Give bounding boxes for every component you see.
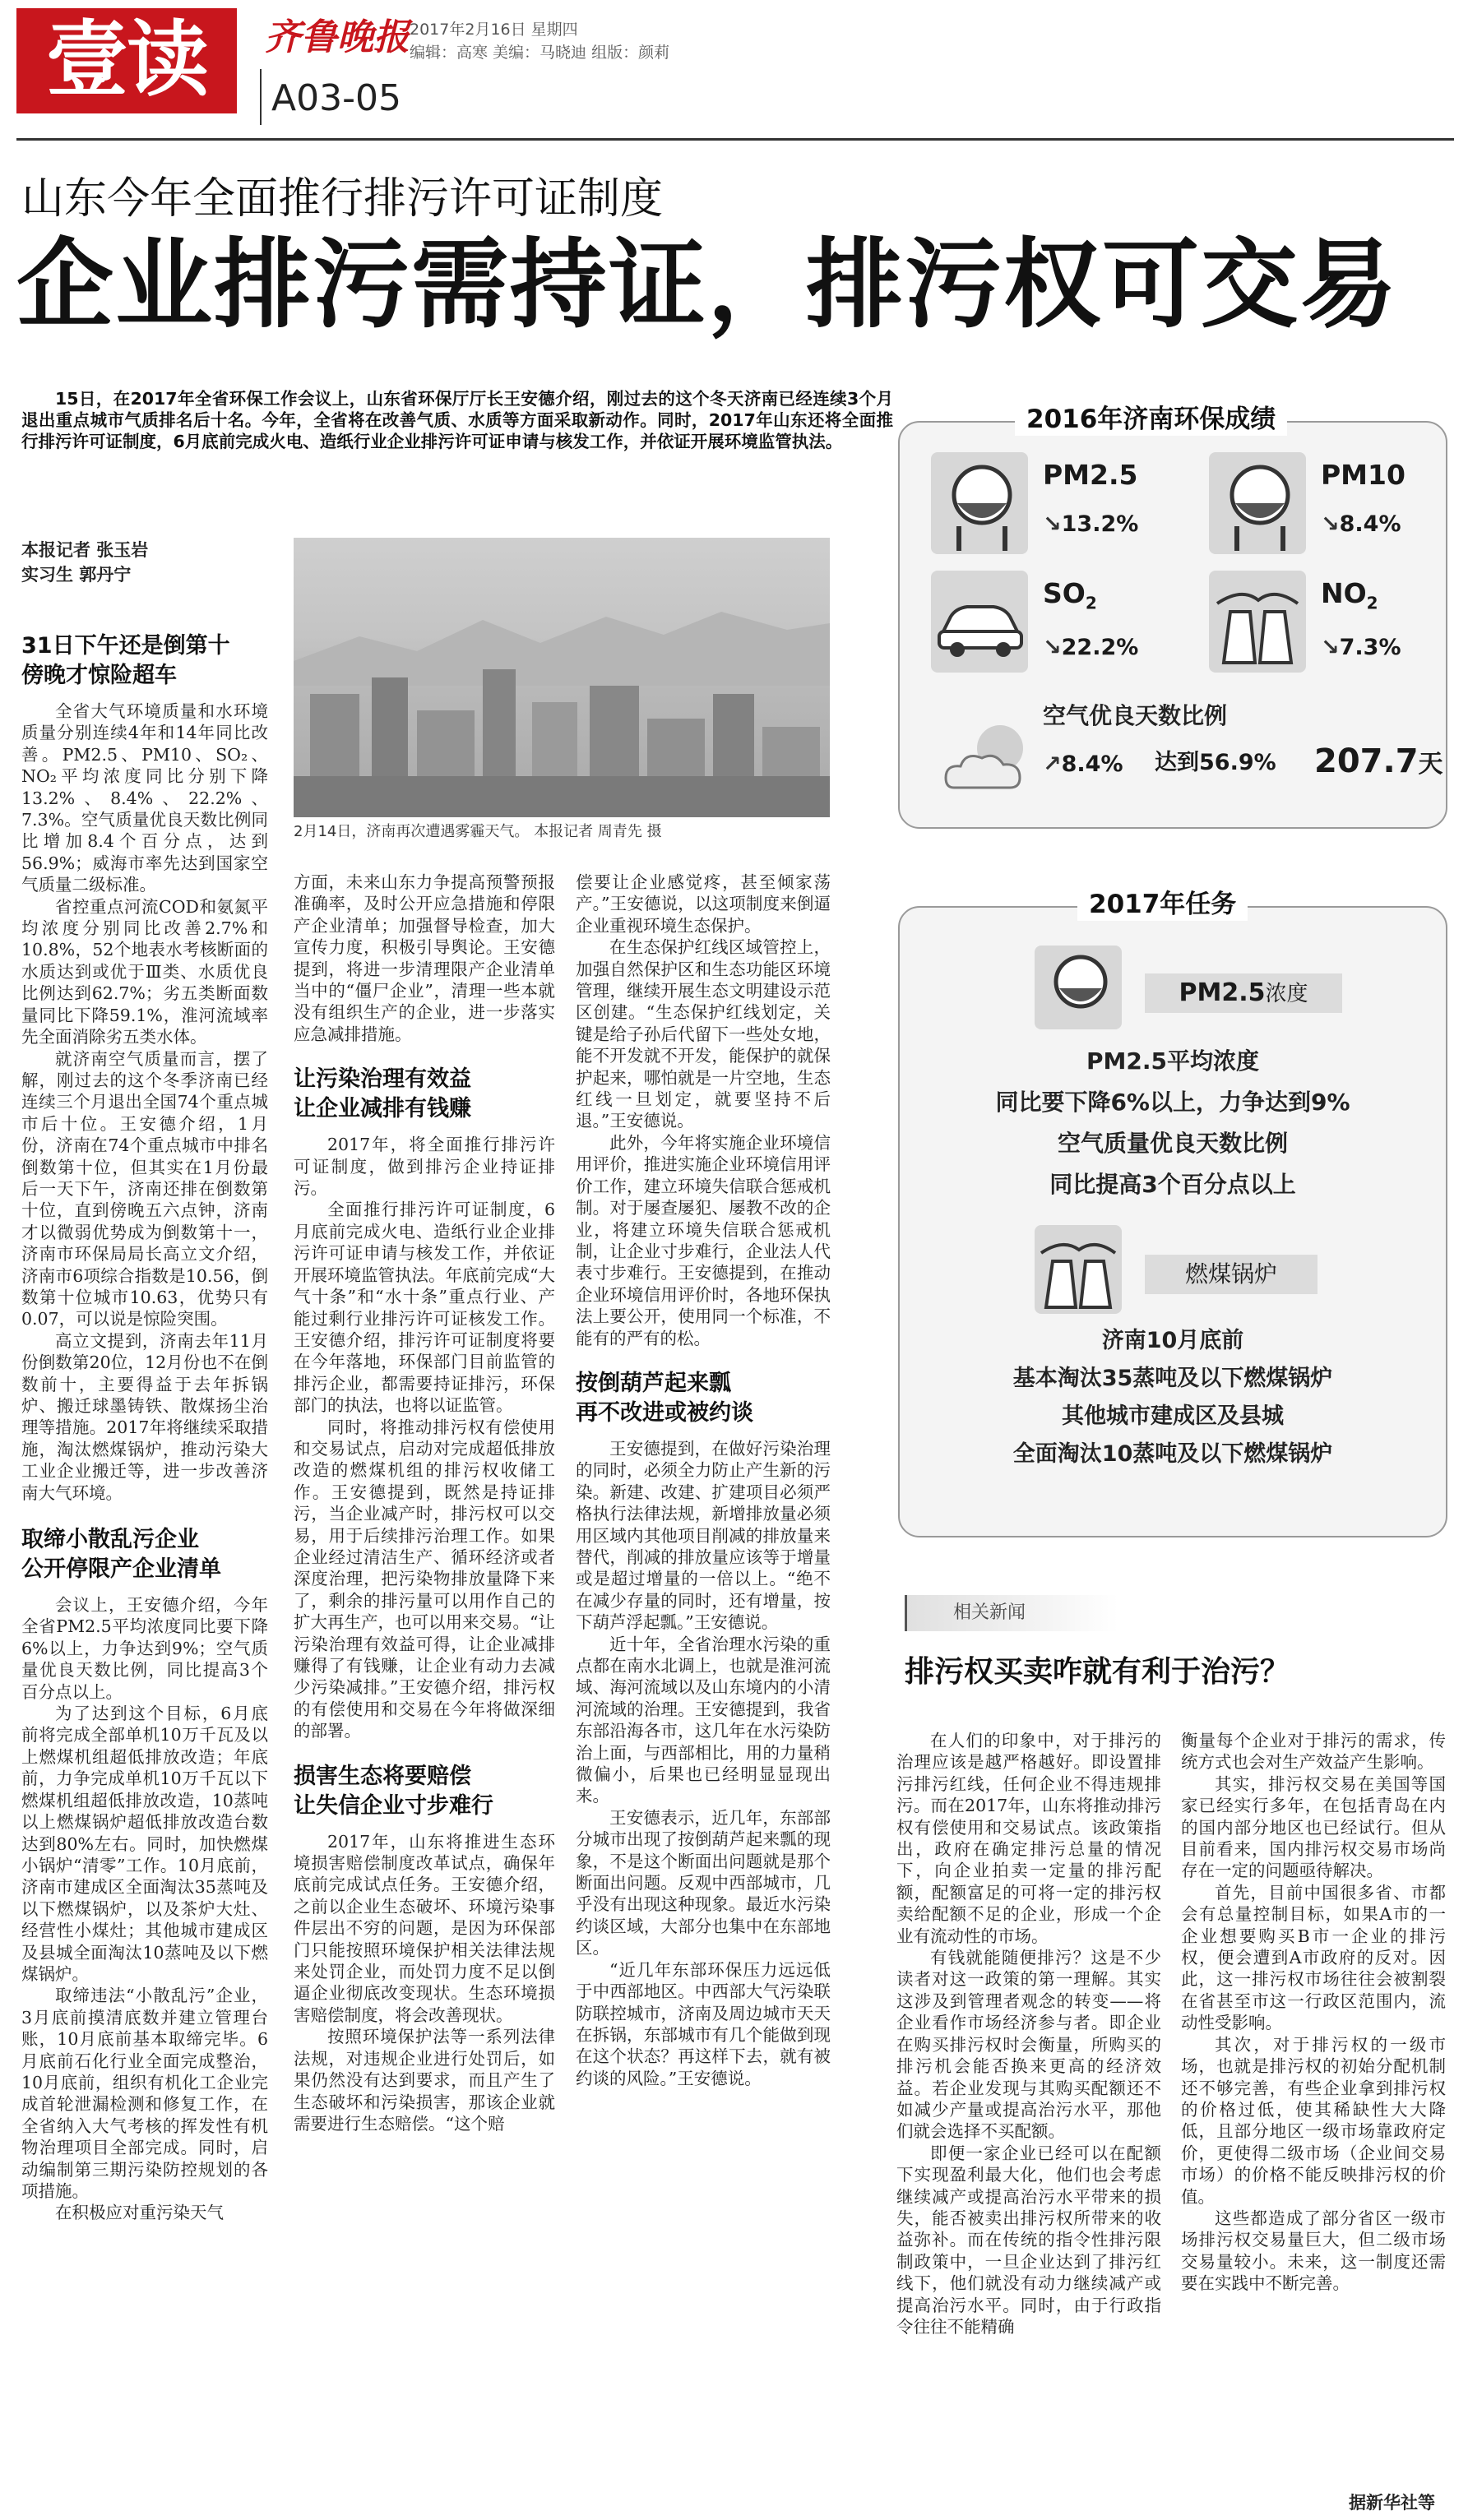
newspaper-name: 齐鲁晚报 (265, 16, 410, 58)
down-arrow-icon: ↘ (1043, 635, 1062, 660)
paragraph: 全面推行排污许可证制度，6月底前完成火电、造纸行业企业排污许可证申请与核发工作，并依证开展环境监管执法。年底前完成“大气十条”和“水十条”重点行业、产能过剩行业排污许可证核发工作。王安德介绍，排污许可证制度将要在今年落地，环保部门目前监管的排污企业，都需要持证排污，环保部门的执法，也将以证监管。 (294, 1200, 555, 1416)
article-column-3 (576, 872, 831, 2516)
mask-icon-box (931, 452, 1028, 554)
masthead-rule (16, 138, 1454, 141)
down-arrow-icon: ↘ (1321, 511, 1340, 537)
air-quality-reach (1155, 748, 1276, 778)
paragraph: 在人们的印象中，对于排污的治理应该是越严格越好。即设置排污排污红线，任何企业不得违规排污。而在2017年，山东将推动排污权有偿使用和交易试点。该政策指出，政府在确定排污总量的情况下，向企业拍卖一定量的排污配额，配额富足的可将一定的排污权卖给配额不足的企业，形成一个企业有流动性的市场。 (896, 1731, 1161, 1946)
down-arrow-icon: ↘ (1321, 635, 1340, 660)
car-icon-box (931, 571, 1028, 673)
sun-cloud-icon (938, 712, 1036, 802)
subhead-2: 取缔小散乱污企业 公开停限产企业清单 (21, 1527, 221, 1583)
reach-label: 达到 (1155, 750, 1199, 775)
lead-paragraph (21, 388, 893, 452)
related-news-tag (905, 1595, 1118, 1631)
task-line: 同比提高3个百分点以上 (1049, 1171, 1296, 1198)
pm-badge-suffix: 浓度 (1265, 982, 1308, 1006)
paragraph: 这些都造成了部分省区一级市场排污权交易量巨大，但二级市场交易量较小。未来，这一制度还需要在实践中不断完善。 (1181, 2208, 1446, 2294)
mask-icon-box (1035, 946, 1122, 1029)
headline-main: 企业排污需持证，排污权可交易 (16, 228, 1399, 341)
related-news-title: 排污权买卖咋就有利于治污？ (905, 1655, 1290, 1689)
paragraph: 近十年，全省治理水污染的重点都在南水北调上，也就是淮河流域、海河流域以及山东境内的小清河流域的治理。王安德提到，我省东部沿海各市，这几年在水污染防治上面，与西部相比，用的力量稍微偏小，后果也已经明显显现出来。 (576, 1634, 831, 1806)
section-title: 壹读 (46, 12, 207, 108)
paragraph: 此外，今年将实施企业环境信用评价，推进实施企业环境信用评价工作，建立环境失信联合惩戒机制。对于屡查屡犯、屡教不改的企业，将建立环境失信联合惩戒机制，让企业寸步难行，企业法人代表寸步难行。王安德提到，在推动企业环境信用评价时，各地环保执法上要公开，使用同一个标准，不能有的严有的松。 (576, 1132, 831, 1348)
lead-text: 15日，在2017年全省环保工作会议上，山东省环保厅厅长王安德介绍，刚过去的这个冬天济南已经连续3个月退出重点城市气质排名后十名。今年，全省将在改善气质、水质等方面采取新动作。同时，2017年山东还将全面推行排污许可证制度，6月底前完成火电、造纸行业企业排污许可证申请与核发工作，并依证开展环境监管执法。 (21, 389, 893, 451)
no2-label (1321, 577, 1378, 613)
no2-sub: 2 (1366, 593, 1378, 613)
so2-sub: 2 (1085, 593, 1097, 613)
smog-photo (294, 538, 830, 817)
paragraph: 2017年，山东将推进生态环境损害赔偿制度改革试点，确保年底前完成试点任务。王安德介绍，之前以企业生态破坏、环境污染事件层出不穷的问题，是因为环保部门只能按照环境保护相关法律法规来处罚企业，而处罚力度不足以倒逼企业彻底改变现状。生态环境损害赔偿制度，将会改善现状。 (294, 1831, 555, 2025)
paragraph: 王安德提到，在做好污染治理的同时，必须全力防止产生新的污染。新建、改建、扩建项目必须严格执行法律法规，新增排放量必须用区域内其他项目削减的排放量来替代，削减的排放量应该等于增量或是超过增量的一倍以上。“绝不在减少存量的同时，还有增量，按下葫芦浮起瓢。”王安德说。 (576, 1438, 831, 1633)
byline-reporter: 本报记者 张玉岩 (21, 540, 149, 560)
pm25-task-text (908, 1041, 1438, 1205)
article-column-2 (294, 872, 555, 2516)
paragraph: 有钱就能随便排污？这是不少读者对这一政策的第一理解。其实这涉及到管理者观念的转变——将企业看作市场经济参与者。即企业在购买排污权时会衡量，所购买的排污机会能否换来更高的经济效益。若企业发现与其购买配额还不如减少产量或提高治污水平，那他们就会选择不买配额。 (896, 1948, 1161, 2142)
paragraph: 在生态保护红线区域管控上，加强自然保护区和生态功能区环境管理，继续开展生态文明建设示范区创建。“生态保护红线划定，关键是给子孙后代留下一些处女地，能不开发就不开发，能保护的就保护起来，哪怕就是一片空地，生态红线一旦划定，就要坚持不后退。”王安德说。 (576, 937, 831, 1131)
factory-icon-box (1035, 1225, 1122, 1314)
pm25-task-badge (1145, 973, 1342, 1013)
paragraph: 在积极应对重污染天气 (55, 2203, 224, 2223)
days-unit: 天 (1418, 750, 1443, 779)
paragraph: 方面，未来山东力争提高预警预报准确率，及时公开应急措施和停限产企业清单；加强督导检查，加大宣传力度，积极引导舆论。王安德提到，将进一步清理限产企业清单当中的“僵尸企业”，清理一些本就没有组织生产的企业，进一步落实应急减排措施。 (294, 872, 555, 1044)
paragraph: 就济南空气质量而言，摆了解，刚过去的这个冬季济南已经连续三个月退出全国74个重点城市后十位。王安德介绍，1月份，济南在74个重点城市中排名倒数第十位，但其实在1月份最后一天下午，济南还排在倒数第十位，直到傍晚五六点钟，济南才以微弱优势成为倒数第十一，济南市环保局局长高立文介绍，济南市6项综合指数是10.56，倒数第十位城市10.63，优势只有0.07，可以说是惊险突围。 (21, 1048, 268, 1329)
so2-label-text: SO (1043, 577, 1086, 609)
factory-icon-box (1209, 571, 1306, 673)
pm25-label: PM2.5 (1043, 459, 1138, 491)
days-value: 207.7 (1314, 742, 1419, 780)
paragraph: 其次，对于排污权的一级市场，也就是排污权的初始分配机制还不够完善，有些企业拿到排污权的价格过低，使其稀缺性大大降低，且部分地区一级市场靠政府定价，更使得二级市场（企业间交易市场）的价格不能反映排污权的价值。 (1181, 2034, 1446, 2207)
task-line: PM2.5平均浓度 (1086, 1047, 1259, 1075)
masked-face-icon (1035, 946, 1122, 1029)
no2-value (1321, 635, 1401, 660)
cooling-tower-icon (1209, 571, 1306, 673)
paragraph: 取缔违法“小散乱污”企业，3月底前摸清底数并建立管理台账，10月底前基本取缔完毕。6月底前石化行业全面完成整治，10月底前，组织有机化工企业完成首轮泄漏检测和修复工作，在全省纳入大气考核的挥发性有机物治理项目全部完成。同时，启动编制第三期污染防控规划的各项措施。 (21, 1986, 268, 2201)
so2-label (1043, 577, 1097, 613)
air-quality-label: 空气优良天数比例 (1043, 702, 1228, 729)
cooling-tower-icon (1035, 1225, 1122, 1314)
paragraph: 为了达到这个目标，6月底前将完成全部单机10万千瓦及以上燃煤机组超低排放改造；年底前，力争完成单机10万千瓦以下燃煤机组超低排放改造，10蒸吨以上燃煤锅炉超低排放改造台数达到80%左右。同时，加快燃煤小锅炉“清零”工作。10月底前，济南市建成区全面淘汰35蒸吨及以下燃煤锅炉，以及茶炉大灶、经营性小煤灶；其他城市建成区及县城全面淘汰10蒸吨及以下燃煤锅炉。 (21, 1704, 268, 1984)
boiler-task-text (908, 1322, 1438, 1473)
paragraph: “近几年东部环保压力远远低于中西部地区。中西部大气污染联防联控城市，济南及周边城市天天在拆锅，东部城市有几个能做到现在这个状态？再这样下去，就有被约谈的风险。”王安德说。 (576, 1959, 831, 2088)
paragraph: 按照环境保护法等一系列法律法规，对违规企业进行处罚后，如果仍然没有达到要求，而且产生了生态破坏和污染损害，那该企业就需要进行生态赔偿。“这个赔 (294, 2027, 555, 2134)
subhead-4: 损害生态将要赔偿 让失信企业寸步难行 (294, 1763, 493, 1819)
paragraph: 会议上，王安德介绍，今年全省PM2.5平均浓度同比要下降6%以上，力争达到9%；空气质量优良天数比例，同比提高3个百分点以上。 (21, 1595, 268, 1702)
task-line: 全面淘汰10蒸吨及以下燃煤锅炉 (1012, 1441, 1333, 1467)
byline-intern: 实习生 郭丹宁 (21, 565, 132, 585)
subhead-5: 按倒葫芦起来瓢 再不改进或被约谈 (576, 1370, 753, 1426)
masked-face-icon (931, 452, 1028, 554)
task-line: 同比要下降6%以上，力争达到9% (995, 1089, 1350, 1116)
pm10-label: PM10 (1321, 459, 1405, 491)
paragraph: 首先，目前中国很多省、市都会有总量控制目标，如果A市的一企业想要购买B市一企业的排污权，便会遭到A市政府的反对。因此，这一排污权市场往往会被割裂在省甚至市这一行政区范围内，流动性受影响。 (1181, 1882, 1446, 2033)
no2-value-text: 7.3% (1339, 635, 1401, 660)
paragraph: 其实，排污权交易在美国等国家已经实行多年，在包括青岛在内的国内部分地区也已经试行。但从目前看来，国内排污权交易市场尚存在一定的问题亟待解决。 (1181, 1773, 1446, 1881)
reach-value: 56.9% (1199, 750, 1276, 775)
pm10-value (1321, 511, 1401, 537)
related-column-left (896, 1730, 1161, 2511)
subhead-1: 31日下午还是倒第十 傍晚才惊险超车 (21, 633, 230, 688)
smog-cityscape (294, 538, 830, 817)
air-increase-text: 8.4% (1061, 751, 1123, 777)
photo-caption: 2月14日，济南再次遭遇雾霾天气。 本报记者 周青先 摄 (294, 823, 662, 840)
paragraph: 衡量每个企业对于排污的需求，传统方式也会对生产效益产生影响。 (1181, 1731, 1446, 1773)
pm25-value (1043, 511, 1138, 537)
article-column-1 (21, 625, 268, 2516)
paragraph: 即便一家企业已经可以在配额下实现盈利最大化，他们也会考虑继续减产或提高治污水平带来的损失，能否被卖出排污权所带来的收益弥补。而在传统的指令性排污限制政策中，一旦企业达到了排污红线下，他们就没有动力继续减产或提高治污水平。同时，由于行政指令往往不能精确 (896, 2143, 1161, 2337)
stats-title: 2016年济南环保成绩 (1015, 403, 1287, 436)
mask-icon-box (1209, 452, 1306, 554)
editors-line: 编辑：高寒 美编：马晓迪 组版：颜莉 (410, 44, 670, 62)
task-line: 其他城市建成区及县城 (1062, 1403, 1284, 1429)
pm-badge-text: PM2.5 (1179, 978, 1266, 1007)
issue-date: 2017年2月16日 星期四 (410, 21, 578, 39)
boiler-task-badge: 燃煤锅炉 (1145, 1255, 1317, 1294)
byline (21, 538, 148, 587)
task-line: 基本淘汰35蒸吨及以下燃煤锅炉 (1012, 1366, 1333, 1391)
masked-face-icon (1209, 452, 1306, 554)
pm25-value-text: 13.2% (1061, 511, 1139, 537)
source-credit: 据新华社等 (1349, 2493, 1435, 2513)
paragraph: 全省大气环境质量和水环境质量分别连续4年和14年同比改善。PM2.5、PM10、SO₂、NO₂平均浓度同比分别下降13.2%、8.4%、22.2%、7.3%。空气质量优良天数比例同比增加8.4个百分点，达到56.9%；威海市率先达到国家空气质量二级标准。 (21, 701, 268, 895)
paragraph: 2017年，将全面推行排污许可证制度，做到排污企业持证排污。 (294, 1135, 555, 1199)
headline-kicker: 山东今年全面推行排污许可证制度 (21, 174, 664, 224)
pm10-value-text: 8.4% (1339, 511, 1401, 537)
related-tag-text: 相关新闻 (953, 1602, 1026, 1623)
air-quality-increase (1043, 750, 1123, 779)
paragraph: 同时，将推动排污权有偿使用和交易试点，启动对完成超低排放改造的燃煤机组的排污权收储工作。王安德提到，既然是持证排污，当企业减产时，排污权可以交易，用于后续排污治理工作。如果企业经过清洁生产、循环经济或者深度治理，把污染物排放量降下来了，剩余的排污量可以用作自己的扩大再生产，也可以用来交易。“让污染治理有效益可得，让企业减排赚得了有钱赚，让企业有动力去减少污染减排。”王安德介绍，排污权的有偿使用和交易在今年将做深细的部署。 (294, 1417, 555, 1741)
task-line: 济南10月底前 (1101, 1328, 1244, 1353)
task-line: 空气质量优良天数比例 (1057, 1130, 1288, 1157)
page-number: A03-05 (271, 77, 401, 119)
no2-label-text: NO (1321, 577, 1367, 609)
so2-value-text: 22.2% (1061, 635, 1139, 660)
paragraph: 偿要让企业感觉疼，甚至倾家荡产。”王安德说，以这项制度来倒逼企业重视环境生态保护。 (576, 872, 831, 936)
paragraph: 高立文提到，济南去年11月份倒数第20位，12月份也不在倒数前十，主要得益于去年拆锅炉、搬迁球墨铸铁、散煤扬尘治理等措施。2017年将继续采取措施，淘汰燃煤锅炉，推动污染大工业企业搬迁等，进一步改善济南大气环境。 (21, 1330, 268, 1503)
subhead-3: 让污染治理有效益 让企业减排有钱赚 (294, 1066, 471, 1122)
good-air-days (1314, 742, 1443, 788)
masthead-divider (260, 69, 262, 125)
up-arrow-icon: ↗ (1043, 751, 1062, 777)
so2-value (1043, 635, 1138, 660)
tasks-title: 2017年任务 (1077, 888, 1248, 921)
paragraph: 王安德表示，近几年，东部部分城市出现了按倒葫芦起来瓢的现象，不是这个断面出问题就是那个断面出问题。反观中西部城市，几乎没有出现这种现象。最近水污染约谈区域，大部分也集中在东部地区。 (576, 1807, 831, 1958)
car-icon (931, 571, 1028, 673)
related-column-right (1181, 1730, 1446, 2453)
paragraph: 省控重点河流COD和氨氮平均浓度分别同比改善2.7%和10.8%，52个地表水考核断面的水质达到或优于Ⅲ类、水质优良比例达到62.7%；劣五类断面数量同比下降59.1%，淮河流域率先全面消除劣五类水体。 (21, 896, 268, 1047)
down-arrow-icon: ↘ (1043, 511, 1062, 537)
